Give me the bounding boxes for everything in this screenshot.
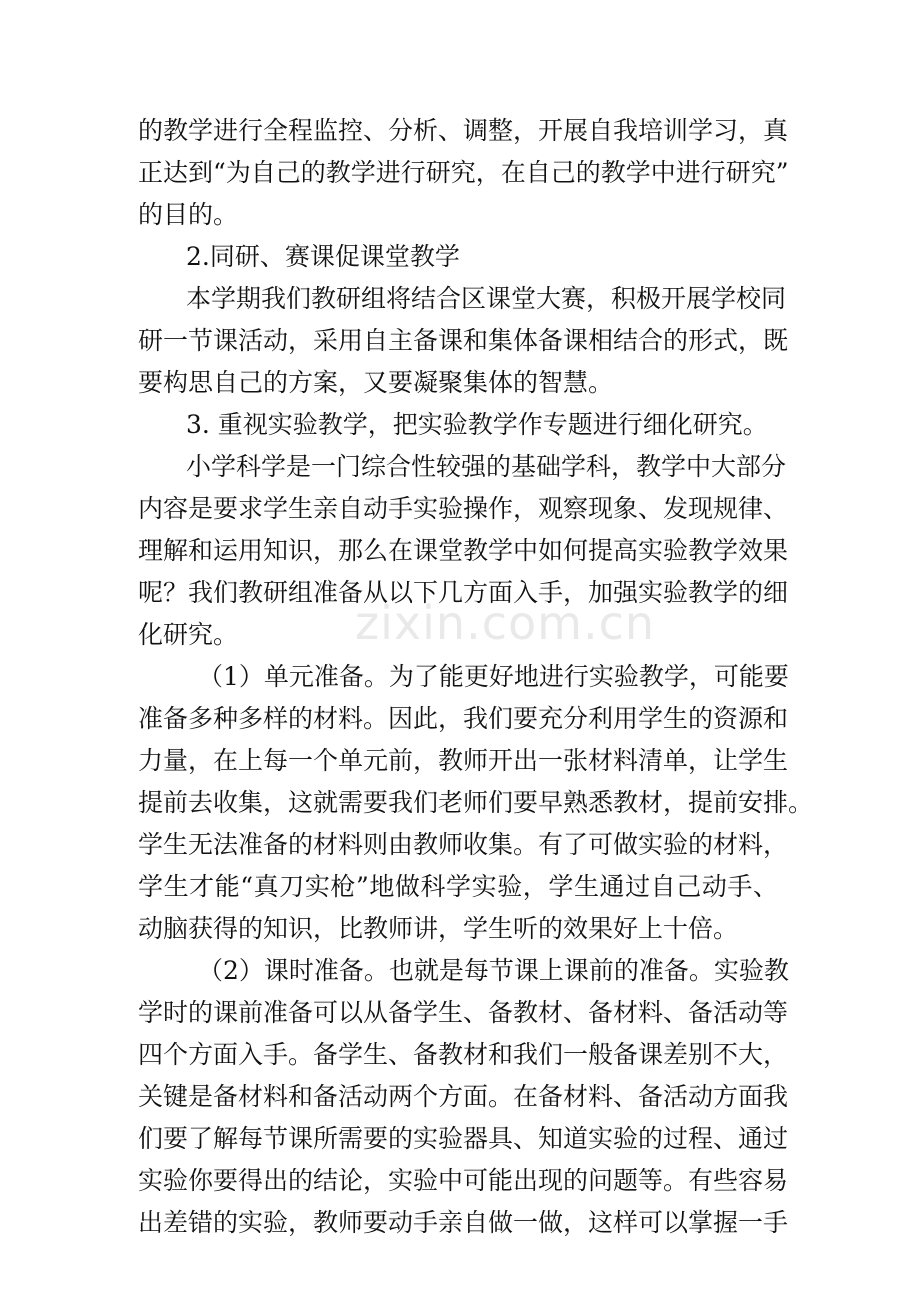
text-line: 正达到“为自己的教学进行研究，在自己的教学中进行研究” <box>138 158 789 187</box>
text-line: 内容是要求学生亲自动手实验操作，观察现象、发现规律、 <box>138 494 789 523</box>
text-line: 学生才能“真刀实枪”地做科学实验，学生通过自己动手、 <box>138 872 778 901</box>
text-line: 的目的。 <box>138 200 239 229</box>
text-line: 实验你要得出的结论，实验中可能出现的问题等。有些容易 <box>138 1166 789 1195</box>
text-line: 力量，在上每一个单元前，教师开出一张材料清单，让学生 <box>138 746 789 775</box>
text-line: 关键是备材料和备活动两个方面。在备材料、备活动方面我 <box>138 1082 789 1111</box>
text-line: 要构思自己的方案，又要凝聚集体的智慧。 <box>138 368 614 397</box>
watermark: zixin.com.cn <box>355 596 656 650</box>
text-line: （1）单元准备。为了能更好地进行实验教学，可能要 <box>198 662 789 691</box>
text-line: 动脑获得的知识，比教师讲，学生听的效果好上十倍。 <box>138 914 739 943</box>
text-line: 的教学进行全程监控、分析、调整，开展自我培训学习，真 <box>138 116 789 145</box>
text-line: 理解和运用知识，那么在课堂教学中如何提高实验教学效果 <box>138 536 789 565</box>
text-line: （2）课时准备。也就是每节课上课前的准备。实验教 <box>198 956 789 985</box>
text-line: 学时的课前准备可以从备学生、备教材、备材料、备活动等 <box>138 998 789 1027</box>
section-heading: 2.同研、赛课促课堂教学 <box>186 242 460 271</box>
text-line: 研一节课活动，采用自主备课和集体备课相结合的形式，既 <box>138 326 789 355</box>
text-line: 本学期我们教研组将结合区课堂大赛，积极开展学校同 <box>186 284 787 313</box>
text-line: 四个方面入手。备学生、备教材和我们一般备课差别不大， <box>138 1040 789 1069</box>
text-line: 准备多种多样的材料。因此，我们要充分利用学生的资源和 <box>138 704 789 733</box>
text-line: 小学科学是一门综合性较强的基础学科，教学中大部分 <box>186 452 787 481</box>
section-heading: 3. 重视实验教学，把实验教学作专题进行细化研究。 <box>186 410 768 439</box>
text-line: 呢？我们教研组准备从以下几方面入手，加强实验教学的细 <box>138 578 789 607</box>
text-line: 出差错的实验，教师要动手亲自做一做，这样可以掌握一手 <box>138 1208 789 1237</box>
text-line: 提前去收集，这就需要我们老师们要早熟悉教材，提前安排。 <box>138 788 814 817</box>
text-line: 学生无法准备的材料则由教师收集。有了可做实验的材料， <box>138 830 789 859</box>
text-line: 化研究。 <box>138 620 239 649</box>
text-line: 们要了解每节课所需要的实验器具、知道实验的过程、通过 <box>138 1124 789 1153</box>
